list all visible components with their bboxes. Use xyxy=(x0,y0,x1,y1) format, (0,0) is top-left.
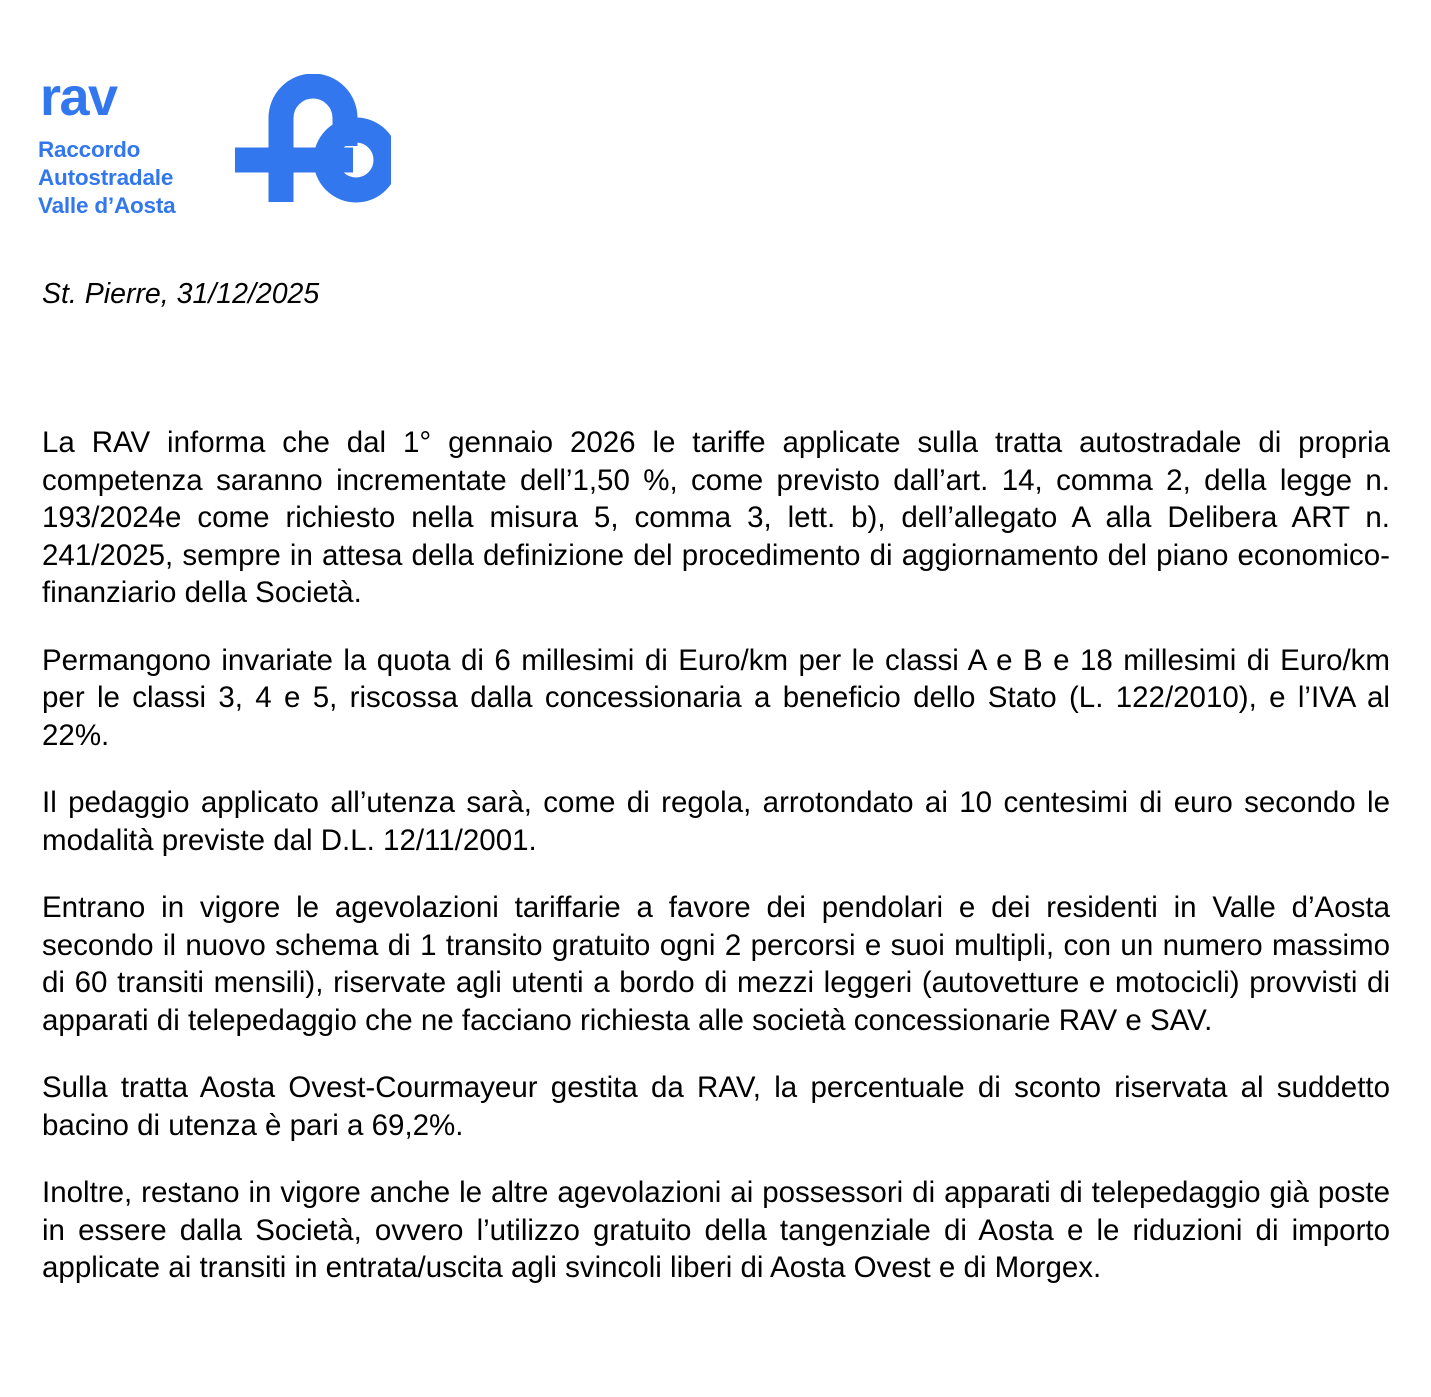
rav-wordmark: rav xyxy=(40,67,117,127)
rav-subtitle-line-1: Raccordo xyxy=(38,136,141,162)
paragraph-6: Inoltre, restano in vigore anche le altre agevolazioni ai possessori di apparati di telepedaggio già poste in essere dalla Società, ovvero l’utilizzo gratuito della tangenziale di Aosta e le riduzioni di importo applicate ai transiti in entrata/uscita agli svincoli liberi di Aosta Ovest e di Morgex. xyxy=(42,1176,1390,1284)
paragraph-3: Il pedaggio applicato all’utenza sarà, come di regola, arrotondato ai 10 centesimi di euro secondo le modalità previste dal D.L. 12/11/2001. xyxy=(42,786,1390,857)
paragraph-1: La RAV informa che dal 1° gennaio 2026 le tariffe applicate sulla tratta autostradale di propria competenza saranno incrementate dell’1,50 %, come previsto dall’art. 14, comma 2, della legge n. 193/2024e come richiesto nella misura 5, comma 3, lett. b), dell’allegato A alla Delibera ART n. 241/2025, sempre in attesa della definizione del procedimento di aggiornamento del piano economico-finanziario della Società. xyxy=(42,426,1390,609)
rav-subtitle-line-3: Valle d’Aosta xyxy=(38,192,176,218)
rav-monogram-icon xyxy=(231,74,391,211)
paragraph-2: Permangono invariate la quota di 6 millesimi di Euro/km per le classi A e B e 18 millesimi di Euro/km per le classi 3, 4 e 5, riscossa dalla concessionaria a beneficio dello Stato (L. 122/2010), e l’IVA al 22%. xyxy=(42,643,1390,752)
rav-subtitle-line-2: Autostradale xyxy=(38,164,174,190)
body-copy xyxy=(42,424,1390,1287)
dateline: St. Pierre, 31/12/2025 xyxy=(42,278,320,310)
paragraph-4: Entrano in vigore le agevolazioni tariffarie a favore dei pendolari e dei residenti in Valle d’Aosta secondo il nuovo schema di 1 transito gratuito ogni 2 percorsi e suoi multipli, con un numero massimo di 60 transiti mensili), riservate agli utenti a bordo di mezzi leggeri (autovetture e motocicli) provvisti di apparati di telepedaggio che ne facciano richiesta alle società concessionarie RAV e SAV. xyxy=(42,891,1390,1037)
paragraph-5: Sulla tratta Aosta Ovest-Courmayeur gestita da RAV, la percentuale di sconto riservata al suddetto bacino di utenza è pari a 69,2%. xyxy=(42,1071,1390,1142)
rav-logo-text xyxy=(38,67,176,220)
rav-subtitle xyxy=(38,136,175,220)
letterhead xyxy=(38,67,391,220)
